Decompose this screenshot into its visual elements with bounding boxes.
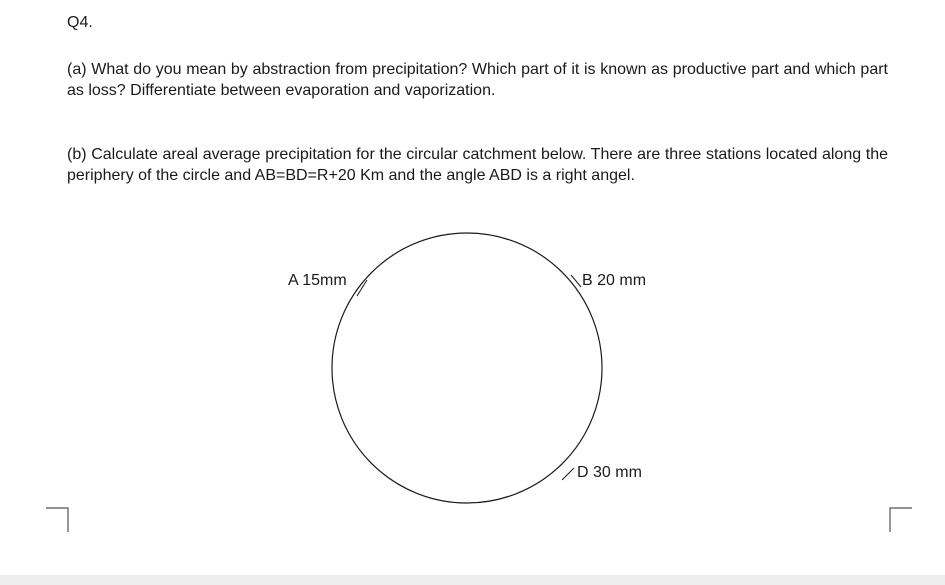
station-b-label: B 20 mm [582, 272, 647, 289]
crop-mark-right [890, 508, 912, 532]
station-a-label: A 15mm [288, 272, 347, 289]
question-part-b: (b) Calculate areal average precipitation for the circular catchment below. There are three stations located along the periphery of the circle and AB=BD=R+20 Km and the angle ABD is a right angel. [67, 146, 888, 184]
station-d-label: D 30 mm [577, 464, 642, 481]
catchment-circle [332, 233, 602, 503]
bottom-bar [0, 575, 945, 585]
leader-line-d [562, 468, 574, 480]
crop-mark-left [46, 508, 68, 532]
question-part-a: (a) What do you mean by abstraction from precipitation? Which part of it is known as productive part and which part as loss? Differentiate between evaporation and vaporization. [67, 61, 888, 99]
question-number: Q4. [67, 14, 93, 31]
leader-line-b [571, 275, 581, 287]
